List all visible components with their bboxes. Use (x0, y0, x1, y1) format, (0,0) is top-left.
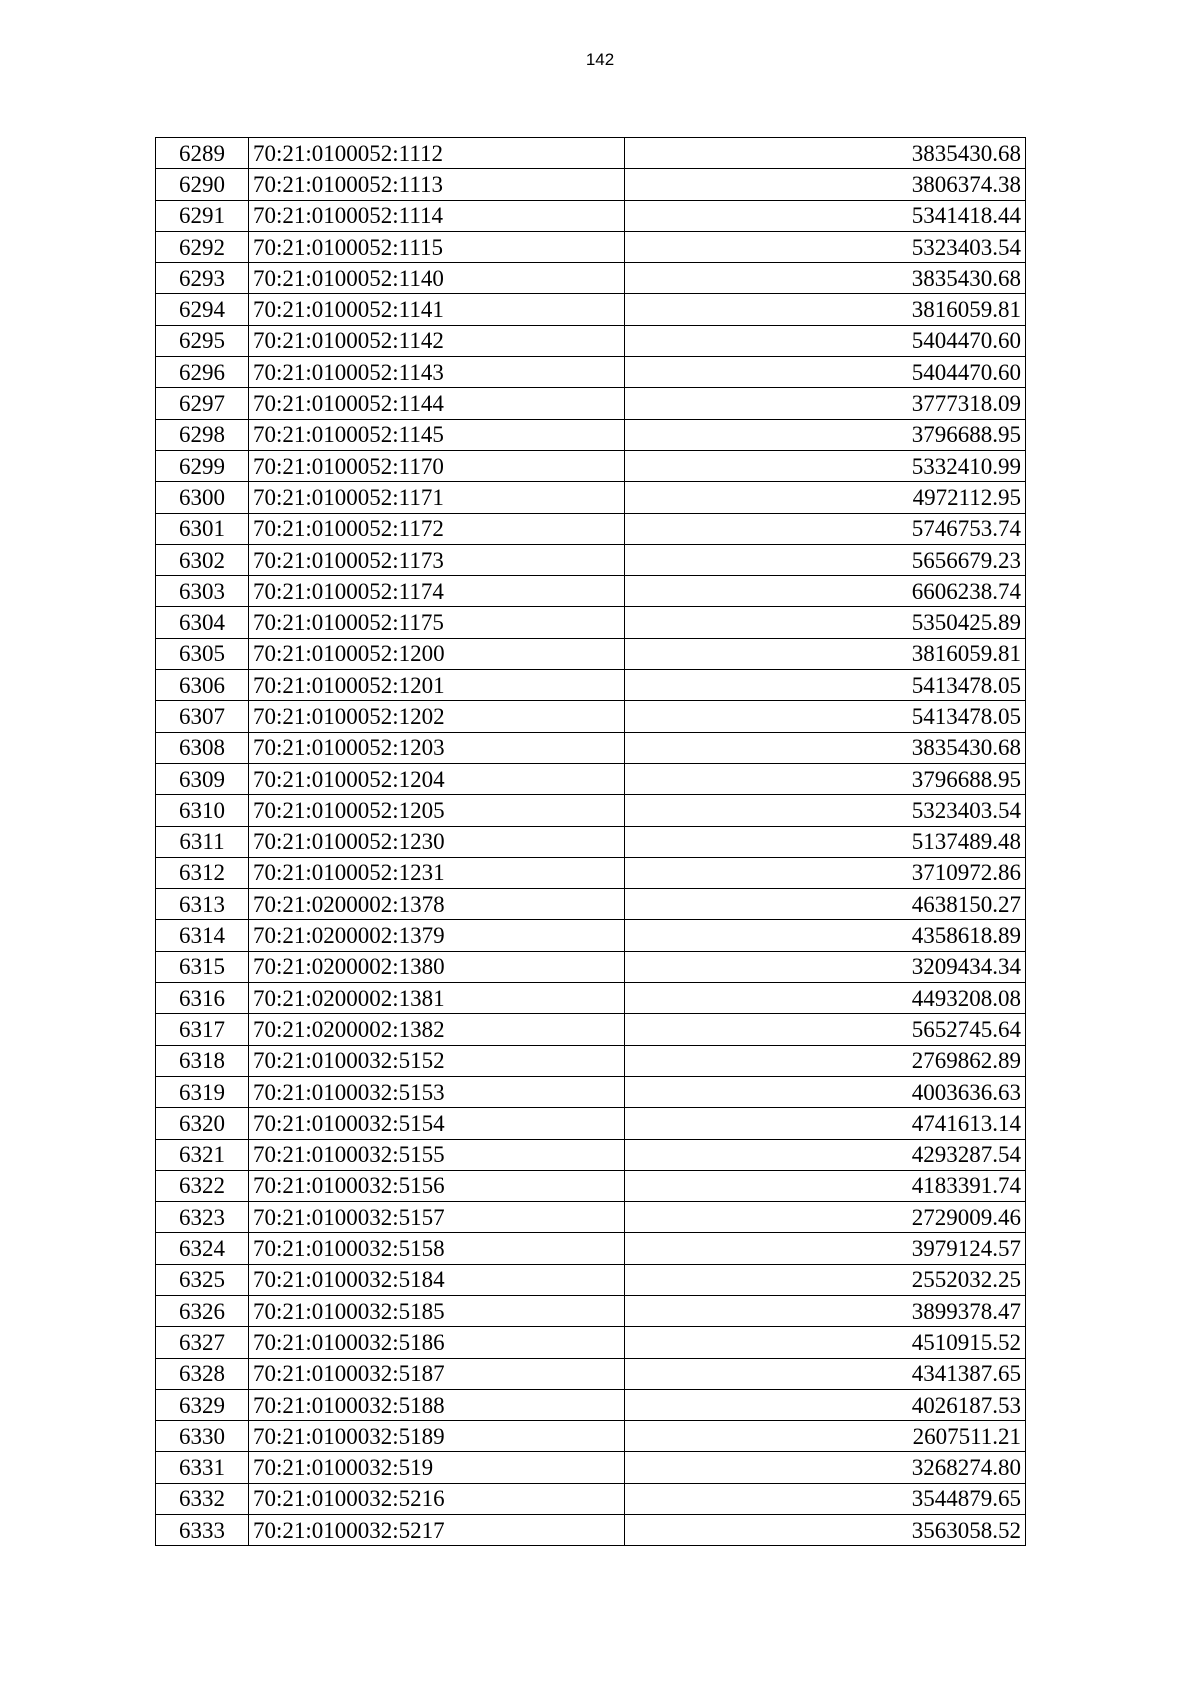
value-cell: 5323403.54 (625, 795, 1026, 826)
value-cell: 5656679.23 (625, 544, 1026, 575)
value-cell: 5341418.44 (625, 200, 1026, 231)
table-row (156, 1483, 1026, 1514)
row-number-cell: 6299 (156, 450, 249, 481)
row-number-cell: 6323 (156, 1202, 249, 1233)
value-cell: 3544879.65 (625, 1483, 1026, 1514)
row-number-cell: 6324 (156, 1233, 249, 1264)
table-row (156, 670, 1026, 701)
value-cell: 3710972.86 (625, 857, 1026, 888)
row-number-cell: 6332 (156, 1483, 249, 1514)
cadastral-number-cell: 70:21:0100052:1143 (249, 357, 625, 388)
value-cell: 3268274.80 (625, 1452, 1026, 1483)
table-row (156, 795, 1026, 826)
cadastral-number-cell: 70:21:0100032:5155 (249, 1139, 625, 1170)
table-row (156, 732, 1026, 763)
value-cell: 4638150.27 (625, 889, 1026, 920)
value-cell: 4341387.65 (625, 1358, 1026, 1389)
row-number-cell: 6322 (156, 1170, 249, 1201)
cadastral-number-cell: 70:21:0100052:1142 (249, 325, 625, 356)
row-number-cell: 6310 (156, 795, 249, 826)
row-number-cell: 6293 (156, 263, 249, 294)
table-row (156, 419, 1026, 450)
cadastral-number-cell: 70:21:0100032:5184 (249, 1264, 625, 1295)
cadastral-number-cell: 70:21:0100052:1140 (249, 263, 625, 294)
row-number-cell: 6295 (156, 325, 249, 356)
table-row (156, 1389, 1026, 1420)
cadastral-number-cell: 70:21:0100052:1112 (249, 138, 625, 169)
value-cell: 3899378.47 (625, 1295, 1026, 1326)
row-number-cell: 6297 (156, 388, 249, 419)
value-cell: 3816059.81 (625, 638, 1026, 669)
table-row (156, 482, 1026, 513)
row-number-cell: 6294 (156, 294, 249, 325)
registry-table (155, 137, 1026, 1546)
table-row (156, 1202, 1026, 1233)
cadastral-number-cell: 70:21:0100052:1114 (249, 200, 625, 231)
table-row (156, 576, 1026, 607)
cadastral-number-cell: 70:21:0100032:5187 (249, 1358, 625, 1389)
value-cell: 4003636.63 (625, 1076, 1026, 1107)
cadastral-number-cell: 70:21:0100052:1172 (249, 513, 625, 544)
row-number-cell: 6304 (156, 607, 249, 638)
cadastral-number-cell: 70:21:0100052:1201 (249, 670, 625, 701)
row-number-cell: 6317 (156, 1014, 249, 1045)
value-cell: 4741613.14 (625, 1108, 1026, 1139)
row-number-cell: 6300 (156, 482, 249, 513)
value-cell: 2552032.25 (625, 1264, 1026, 1295)
table-row (156, 513, 1026, 544)
table-row (156, 1452, 1026, 1483)
value-cell: 5404470.60 (625, 325, 1026, 356)
table-row (156, 1045, 1026, 1076)
value-cell: 5332410.99 (625, 450, 1026, 481)
value-cell: 3209434.34 (625, 951, 1026, 982)
table-row (156, 357, 1026, 388)
value-cell: 4026187.53 (625, 1389, 1026, 1420)
table-row (156, 763, 1026, 794)
value-cell: 5746753.74 (625, 513, 1026, 544)
value-cell: 4293287.54 (625, 1139, 1026, 1170)
table-row (156, 1170, 1026, 1201)
table-row (156, 231, 1026, 262)
table-row (156, 1233, 1026, 1264)
value-cell: 5137489.48 (625, 826, 1026, 857)
row-number-cell: 6302 (156, 544, 249, 575)
table-row (156, 983, 1026, 1014)
cadastral-number-cell: 70:21:0100032:519 (249, 1452, 625, 1483)
value-cell: 2729009.46 (625, 1202, 1026, 1233)
value-cell: 3796688.95 (625, 763, 1026, 794)
cadastral-number-cell: 70:21:0200002:1382 (249, 1014, 625, 1045)
row-number-cell: 6290 (156, 169, 249, 200)
table-row (156, 826, 1026, 857)
row-number-cell: 6320 (156, 1108, 249, 1139)
row-number-cell: 6292 (156, 231, 249, 262)
row-number-cell: 6296 (156, 357, 249, 388)
cadastral-number-cell: 70:21:0100032:5216 (249, 1483, 625, 1514)
cadastral-number-cell: 70:21:0100052:1144 (249, 388, 625, 419)
value-cell: 4493208.08 (625, 983, 1026, 1014)
page-number: 142 (585, 50, 615, 69)
cadastral-number-cell: 70:21:0100052:1171 (249, 482, 625, 513)
table-row (156, 1295, 1026, 1326)
value-cell: 3835430.68 (625, 263, 1026, 294)
cadastral-number-cell: 70:21:0100032:5157 (249, 1202, 625, 1233)
cadastral-number-cell: 70:21:0100052:1202 (249, 701, 625, 732)
row-number-cell: 6314 (156, 920, 249, 951)
table-row (156, 1421, 1026, 1452)
cadastral-number-cell: 70:21:0100052:1145 (249, 419, 625, 450)
table-row (156, 951, 1026, 982)
table-row (156, 1108, 1026, 1139)
cadastral-number-cell: 70:21:0100052:1115 (249, 231, 625, 262)
cadastral-number-cell: 70:21:0100032:5156 (249, 1170, 625, 1201)
value-cell: 4358618.89 (625, 920, 1026, 951)
table-row (156, 450, 1026, 481)
table-row (156, 701, 1026, 732)
cadastral-number-cell: 70:21:0100052:1200 (249, 638, 625, 669)
cadastral-number-cell: 70:21:0100052:1170 (249, 450, 625, 481)
table-row (156, 544, 1026, 575)
value-cell: 3835430.68 (625, 732, 1026, 763)
cadastral-number-cell: 70:21:0100052:1230 (249, 826, 625, 857)
row-number-cell: 6303 (156, 576, 249, 607)
table-row (156, 388, 1026, 419)
value-cell: 5350425.89 (625, 607, 1026, 638)
cadastral-number-cell: 70:21:0200002:1381 (249, 983, 625, 1014)
row-number-cell: 6318 (156, 1045, 249, 1076)
cadastral-number-cell: 70:21:0100032:5186 (249, 1327, 625, 1358)
cadastral-number-cell: 70:21:0100052:1203 (249, 732, 625, 763)
row-number-cell: 6327 (156, 1327, 249, 1358)
row-number-cell: 6319 (156, 1076, 249, 1107)
cadastral-number-cell: 70:21:0100052:1141 (249, 294, 625, 325)
cadastral-number-cell: 70:21:0200002:1378 (249, 889, 625, 920)
value-cell: 4972112.95 (625, 482, 1026, 513)
row-number-cell: 6329 (156, 1389, 249, 1420)
cadastral-number-cell: 70:21:0100032:5153 (249, 1076, 625, 1107)
value-cell: 4183391.74 (625, 1170, 1026, 1201)
row-number-cell: 6328 (156, 1358, 249, 1389)
row-number-cell: 6315 (156, 951, 249, 982)
registry-table-body (156, 138, 1026, 1546)
cadastral-number-cell: 70:21:0100052:1205 (249, 795, 625, 826)
cadastral-number-cell: 70:21:0100052:1174 (249, 576, 625, 607)
row-number-cell: 6289 (156, 138, 249, 169)
row-number-cell: 6298 (156, 419, 249, 450)
row-number-cell: 6321 (156, 1139, 249, 1170)
cadastral-number-cell: 70:21:0100052:1173 (249, 544, 625, 575)
row-number-cell: 6309 (156, 763, 249, 794)
row-number-cell: 6316 (156, 983, 249, 1014)
value-cell: 2769862.89 (625, 1045, 1026, 1076)
value-cell: 4510915.52 (625, 1327, 1026, 1358)
cadastral-number-cell: 70:21:0100052:1231 (249, 857, 625, 888)
row-number-cell: 6312 (156, 857, 249, 888)
table-row (156, 1076, 1026, 1107)
row-number-cell: 6306 (156, 670, 249, 701)
row-number-cell: 6305 (156, 638, 249, 669)
value-cell: 3796688.95 (625, 419, 1026, 450)
value-cell: 3563058.52 (625, 1515, 1026, 1546)
row-number-cell: 6307 (156, 701, 249, 732)
cadastral-number-cell: 70:21:0100032:5154 (249, 1108, 625, 1139)
cadastral-number-cell: 70:21:0100052:1204 (249, 763, 625, 794)
value-cell: 3806374.38 (625, 169, 1026, 200)
table-row (156, 138, 1026, 169)
cadastral-number-cell: 70:21:0100032:5217 (249, 1515, 625, 1546)
table-row (156, 1014, 1026, 1045)
cadastral-number-cell: 70:21:0200002:1379 (249, 920, 625, 951)
value-cell: 2607511.21 (625, 1421, 1026, 1452)
row-number-cell: 6313 (156, 889, 249, 920)
cadastral-number-cell: 70:21:0200002:1380 (249, 951, 625, 982)
value-cell: 5413478.05 (625, 670, 1026, 701)
table-row (156, 200, 1026, 231)
row-number-cell: 6291 (156, 200, 249, 231)
row-number-cell: 6308 (156, 732, 249, 763)
table-row (156, 1358, 1026, 1389)
row-number-cell: 6325 (156, 1264, 249, 1295)
cadastral-number-cell: 70:21:0100032:5152 (249, 1045, 625, 1076)
table-row (156, 169, 1026, 200)
table-row (156, 1264, 1026, 1295)
cadastral-number-cell: 70:21:0100052:1113 (249, 169, 625, 200)
value-cell: 3816059.81 (625, 294, 1026, 325)
cadastral-number-cell: 70:21:0100032:5188 (249, 1389, 625, 1420)
table-row (156, 325, 1026, 356)
table-row (156, 638, 1026, 669)
table-row (156, 607, 1026, 638)
table-row (156, 1515, 1026, 1546)
row-number-cell: 6326 (156, 1295, 249, 1326)
row-number-cell: 6331 (156, 1452, 249, 1483)
value-cell: 6606238.74 (625, 576, 1026, 607)
row-number-cell: 6333 (156, 1515, 249, 1546)
value-cell: 3835430.68 (625, 138, 1026, 169)
value-cell: 5652745.64 (625, 1014, 1026, 1045)
table-row (156, 1139, 1026, 1170)
row-number-cell: 6311 (156, 826, 249, 857)
row-number-cell: 6330 (156, 1421, 249, 1452)
table-row (156, 920, 1026, 951)
row-number-cell: 6301 (156, 513, 249, 544)
cadastral-number-cell: 70:21:0100032:5185 (249, 1295, 625, 1326)
value-cell: 5413478.05 (625, 701, 1026, 732)
table-row (156, 857, 1026, 888)
table-row (156, 889, 1026, 920)
table-row (156, 263, 1026, 294)
value-cell: 5404470.60 (625, 357, 1026, 388)
table-row (156, 294, 1026, 325)
cadastral-number-cell: 70:21:0100032:5189 (249, 1421, 625, 1452)
cadastral-number-cell: 70:21:0100032:5158 (249, 1233, 625, 1264)
value-cell: 5323403.54 (625, 231, 1026, 262)
value-cell: 3979124.57 (625, 1233, 1026, 1264)
cadastral-number-cell: 70:21:0100052:1175 (249, 607, 625, 638)
table-row (156, 1327, 1026, 1358)
value-cell: 3777318.09 (625, 388, 1026, 419)
